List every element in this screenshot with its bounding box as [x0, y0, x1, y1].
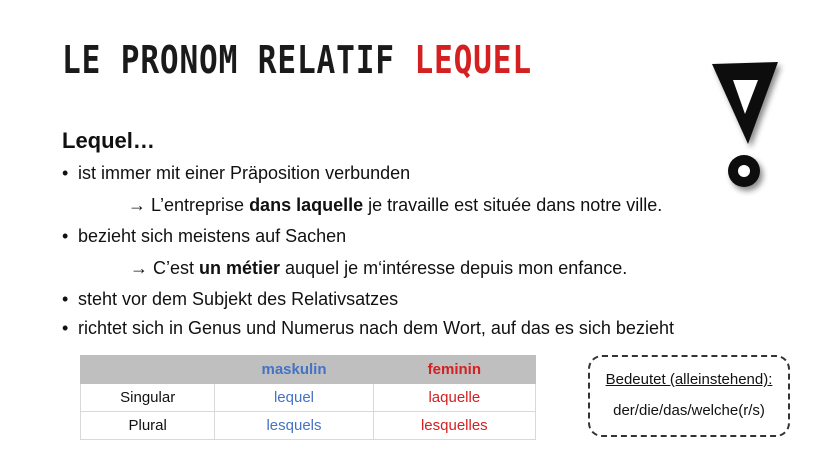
table-cell: Singular	[81, 384, 215, 412]
exclamation-mark-icon	[700, 50, 790, 200]
example-sentence: → L’entreprise dans laquelle je travaille est située dans notre ville.	[128, 195, 663, 215]
table-header-row	[81, 356, 536, 384]
title-main: LE PRONOM RELATIF	[62, 38, 415, 82]
meaning-note-box	[588, 355, 790, 437]
bullet-item: • richtet sich in Genus und Numerus nach dem Wort, auf das es sich bezieht	[62, 318, 674, 338]
table-header-cell	[81, 356, 215, 384]
bullet-item: • steht vor dem Subjekt des Relativsatzes	[62, 289, 399, 309]
table-row	[81, 384, 536, 412]
table-header-cell: feminin	[373, 356, 535, 384]
table-cell: Plural	[81, 412, 215, 440]
table-cell: lesquelles	[373, 412, 535, 440]
page-title	[62, 38, 532, 82]
table-cell: lesquels	[215, 412, 373, 440]
bullet-item: • bezieht sich meistens auf Sachen	[62, 226, 347, 246]
table-cell: lequel	[215, 384, 373, 412]
note-heading: Bedeutet (alleinstehend):	[605, 371, 773, 388]
title-accent: LEQUEL	[414, 38, 532, 82]
note-text: der/die/das/welche(r/s)	[613, 402, 765, 419]
example-sentence: → C’est un métier auquel je m‘intéresse depuis mon enfance.	[130, 258, 628, 278]
table-row	[81, 412, 536, 440]
declension-table	[80, 355, 536, 440]
table-cell: laquelle	[373, 384, 535, 412]
subtitle: Lequel…	[62, 128, 155, 153]
table-header-cell: maskulin	[215, 356, 373, 384]
bullet-item: • ist immer mit einer Präposition verbunden	[62, 163, 411, 183]
